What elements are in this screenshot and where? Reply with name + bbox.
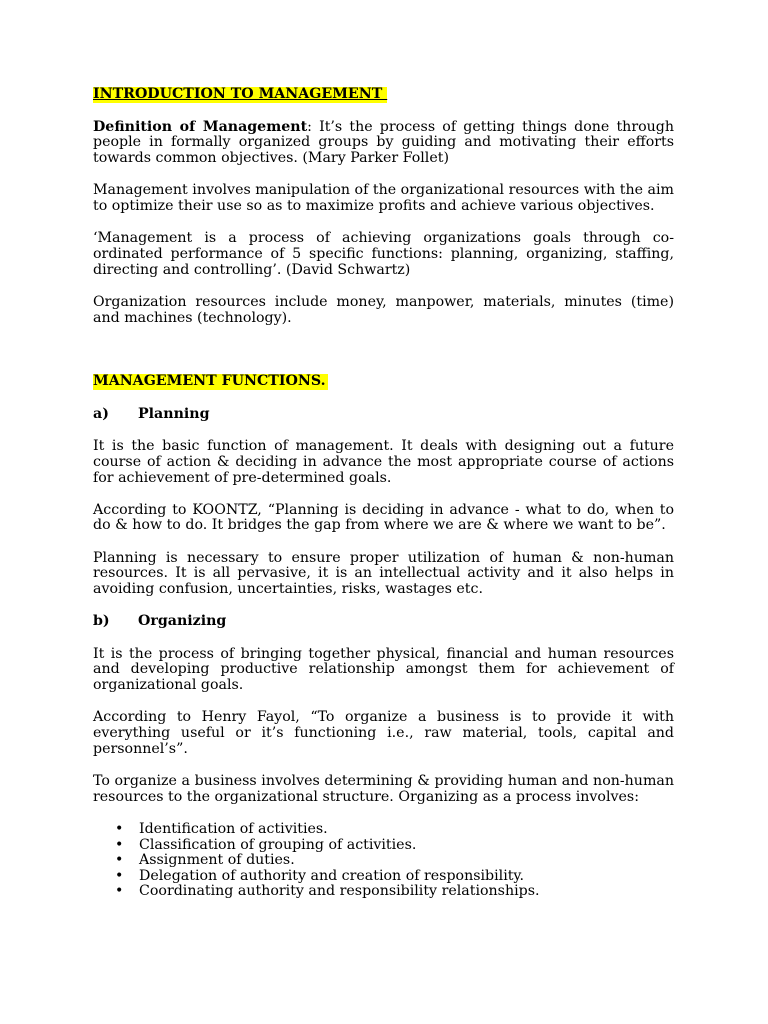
list-item: • Coordinating authority and responsibility relationships. xyxy=(115,883,540,900)
organizing-process-list xyxy=(93,822,674,900)
functions-heading: MANAGEMENT FUNCTIONS. xyxy=(93,373,326,390)
list-item: • Classification of grouping of activities. xyxy=(115,836,417,853)
bullet-icon: • xyxy=(115,867,124,884)
title-line xyxy=(93,87,674,103)
planning-letter: a) xyxy=(93,405,109,422)
planning-paragraph-3: Planning is necessary to ensure proper utilization of human & non-human resources. It is all pervasive, it is an intellectual activity and it also helps in avoiding confusion, uncertainties, risks, wastages etc. xyxy=(93,549,674,598)
organizing-heading xyxy=(93,614,674,630)
organizing-paragraph-2: According to Henry Fayol, “To organize a business is to provide it with everything useful or it’s functioning i.e., raw material, tools, capital and personnel’s”. xyxy=(93,709,674,757)
planning-title: Planning xyxy=(138,405,210,422)
organizing-paragraph-3: To organize a business involves determining & providing human and non-human resources to the organizational structure. Organizing as a process involves: xyxy=(93,773,674,805)
bullet-icon: • xyxy=(115,820,124,837)
functions-heading-line xyxy=(93,374,674,390)
organizing-paragraph-1: It is the process of bringing together physical, financial and human resources and developing productive relationship amongst them for achievement of organizational goals. xyxy=(93,645,674,694)
bullet-icon: • xyxy=(115,852,124,869)
list-item: • Delegation of authority and creation of responsibility. xyxy=(115,867,525,884)
planning-heading xyxy=(93,407,674,423)
list-item: • Identification of activities. xyxy=(115,820,328,837)
definition-label: Definition of Management xyxy=(93,118,308,135)
definition-text: : It’s the process of getting things done through people in formally organized groups by guiding and motivating their efforts towards common objectives. (Mary Parker Follet) xyxy=(93,118,674,166)
bullet-icon: • xyxy=(115,883,124,900)
document-body xyxy=(93,87,674,900)
schwartz-paragraph: ‘Management is a process of achieving organizations goals through co-ordinated performance of 5 specific functions: planning, organizing, staffing, directing and controlling’. (David Schwartz) xyxy=(93,230,674,278)
resources-paragraph: Organization resources include money, manpower, materials, minutes (time) and machines (technology). xyxy=(93,293,674,326)
planning-paragraph-2: According to KOONTZ, “Planning is deciding in advance - what to do, when to do & how to do. It bridges the gap from where we are & where we want to be”. xyxy=(93,501,674,534)
bullet-icon: • xyxy=(115,836,124,853)
organizing-letter: b) xyxy=(93,613,110,630)
list-item: • Assignment of duties. xyxy=(115,852,295,869)
manipulation-paragraph: Management involves manipulation of the organizational resources with the aim to optimize their use so as to maximize profits and achieve various objectives. xyxy=(93,182,674,214)
organizing-title: Organizing xyxy=(138,613,227,630)
document-title: INTRODUCTION TO MANAGEMENT xyxy=(93,86,388,102)
planning-paragraph-1: It is the basic function of management. It deals with designing out a future course of action & deciding in advance the most appropriate course of actions for achievement of pre-determined goals. xyxy=(93,438,674,486)
definition-paragraph xyxy=(93,120,674,167)
